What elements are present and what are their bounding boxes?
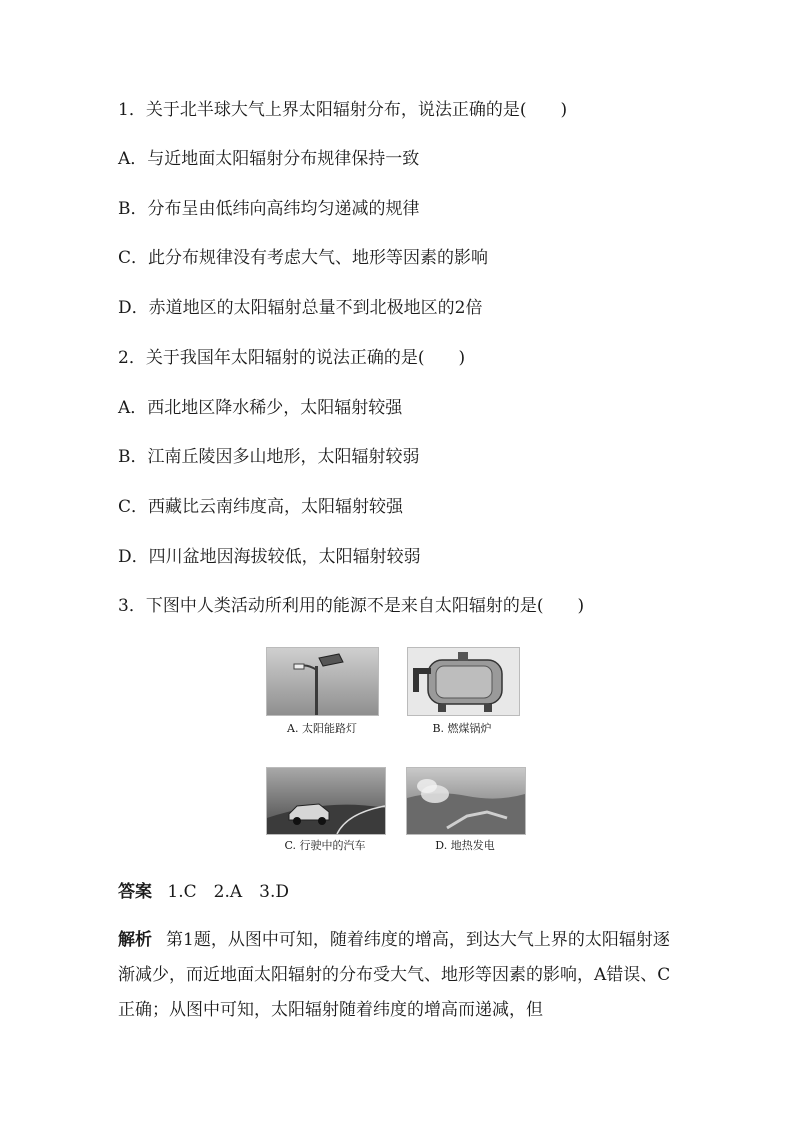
- question-2-option-a: A．西北地区降水稀少，太阳辐射较强: [118, 398, 403, 418]
- question-1-option-b: B．分布呈由低纬向高纬均匀递减的规律: [118, 199, 420, 219]
- question-1-stem: 1．关于北半球大气上界太阳辐射分布，说法正确的是( ): [118, 100, 568, 120]
- answer-label: 答案: [118, 882, 152, 902]
- question-2-stem: 2．关于我国年太阳辐射的说法正确的是( ): [118, 348, 466, 368]
- question-1-option-d: D．赤道地区的太阳辐射总量不到北极地区的2倍: [118, 298, 483, 318]
- question-1-option-c: C．此分布规律没有考虑大气、地形等因素的影响: [118, 248, 489, 268]
- answer-text: 1.C 2.A 3.D: [167, 882, 289, 902]
- coal-boiler-image: [407, 647, 520, 716]
- question-3-stem: 3．下图中人类活动所利用的能源不是来自太阳辐射的是( ): [118, 596, 585, 616]
- figure-d-caption: D. 地热发电: [435, 839, 495, 852]
- driving-car-image: [266, 767, 386, 835]
- analysis-paragraph: [118, 923, 680, 1028]
- answer-line: [118, 880, 289, 904]
- geothermal-plant-image: [406, 767, 526, 835]
- question-1-option-a: A．与近地面太阳辐射分布规律保持一致: [118, 149, 420, 169]
- analysis-label: 解析: [118, 930, 152, 950]
- analysis-text: 第1题，从图中可知，随着纬度的增高，到达大气上界的太阳辐射逐渐减少，而近地面太阳辐射的分布受大气、地形等因素的影响，A错误、C正确；从图中可知，太阳辐射随着纬度的增高而递减，但: [118, 930, 671, 1020]
- figure-b-caption: B. 燃煤锅炉: [432, 722, 492, 735]
- question-2-option-d: D．四川盆地因海拔较低，太阳辐射较弱: [118, 547, 421, 567]
- solar-street-lamp-image: [266, 647, 379, 716]
- question-2-option-c: C．西藏比云南纬度高，太阳辐射较强: [118, 497, 404, 517]
- question-2-option-b: B．江南丘陵因多山地形，太阳辐射较弱: [118, 447, 420, 467]
- figure-a-caption: A. 太阳能路灯: [287, 722, 357, 735]
- figure-c-caption: C. 行驶中的汽车: [284, 839, 366, 852]
